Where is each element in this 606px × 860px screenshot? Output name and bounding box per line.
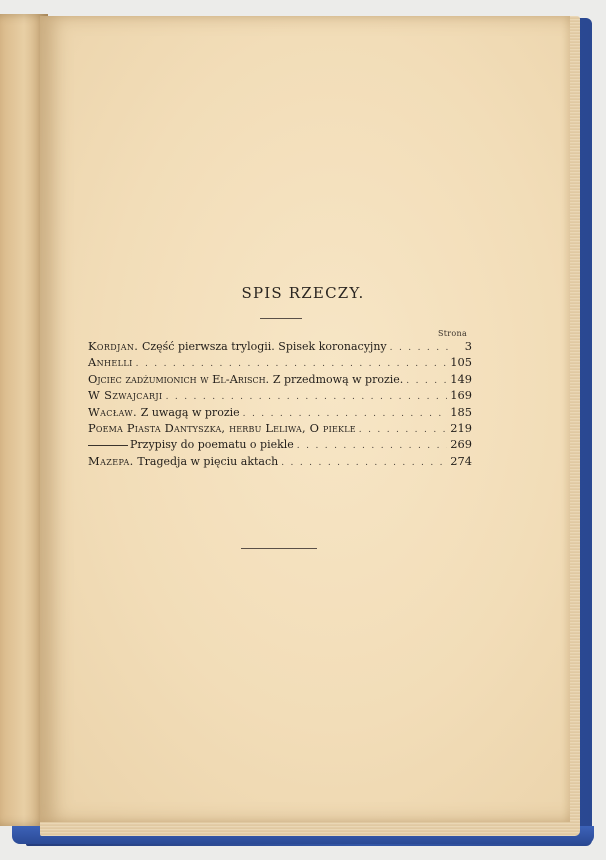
leader-dots	[297, 441, 447, 451]
toc-entry-title: W Szwajcarji	[88, 388, 163, 403]
page-title: SPIS RZECZY.	[241, 284, 365, 302]
leader-dots	[281, 458, 447, 468]
toc-entry-page: 3	[464, 339, 472, 353]
toc-entry-page: 169	[450, 388, 472, 403]
toc-row-kordjan	[88, 339, 472, 355]
toc-row-ojciec	[88, 372, 472, 388]
toc-entry-title: Ojciec zadżumionich w El-Arisch.	[88, 371, 270, 386]
toc-entry-title: Wacław.	[88, 404, 138, 419]
em-dash-rule	[88, 445, 128, 446]
leader-dots	[406, 376, 447, 386]
toc-entry-subtitle: Tragedja w pięciu aktach	[137, 454, 279, 468]
toc-entry-page: 269	[450, 437, 472, 452]
toc-row-poema	[88, 421, 472, 437]
toc-row-waclaw	[88, 405, 472, 421]
toc-entry-page: 219	[450, 420, 472, 435]
toc-entry-page: 185	[450, 404, 472, 419]
toc-entry-title: Mazepa.	[88, 453, 134, 468]
toc-entry-subtitle: Przypisy do poematu o piekle	[130, 438, 294, 452]
leader-dots	[243, 409, 448, 419]
toc-entry-title: Anhelli	[88, 355, 133, 370]
leader-dots	[390, 343, 449, 353]
toc-entry-page: 274	[450, 453, 472, 468]
toc-entry-title: Kordjan.	[88, 339, 139, 353]
page-column-label: Strona	[438, 329, 468, 338]
toc-entry-page: 149	[450, 371, 472, 386]
toc-entry-subtitle: Z uwagą w prozie	[140, 405, 240, 419]
toc-entry-title: Poema Piasta Dantyszka, herbu Leliwa, O piekle	[88, 420, 356, 435]
toc-entry-subtitle: Część pierwsza trylogii. Spisek koronacyjny	[141, 340, 387, 353]
leader-dots	[136, 359, 448, 369]
table-of-contents	[88, 339, 472, 470]
toc-row-szwajcarji	[88, 388, 472, 404]
toc-row-anhelli	[88, 355, 472, 371]
leader-dots	[359, 425, 448, 435]
title-rule	[260, 318, 302, 319]
toc-entry-page: 105	[450, 355, 472, 370]
toc-entry-subtitle: Z przedmową w prozie.	[272, 372, 404, 386]
toc-row-przypisy	[88, 437, 472, 453]
closing-rule	[241, 548, 317, 549]
leader-dots	[166, 392, 448, 402]
toc-row-mazepa	[88, 454, 472, 470]
